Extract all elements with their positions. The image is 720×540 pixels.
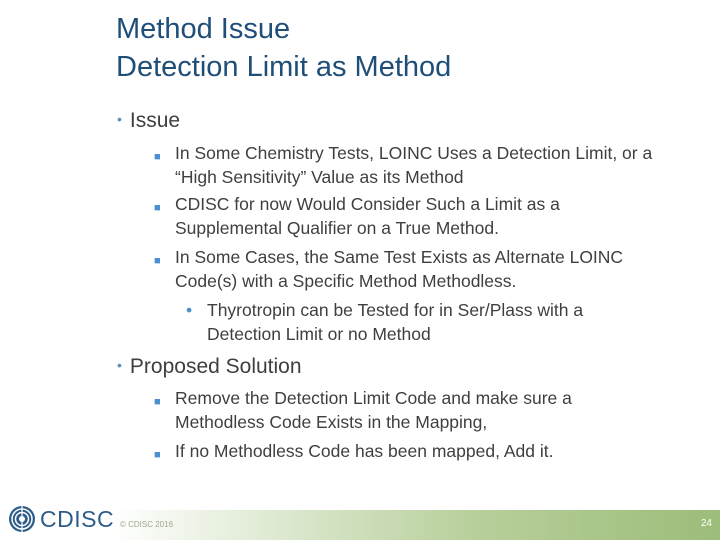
bullet-dot-icon: • [117, 111, 122, 127]
section-label: Issue [129, 109, 181, 132]
list-item [154, 439, 654, 463]
list-item-text: In Some Chemistry Tests, LOINC Uses a Detection Limit, or a “High Sensitivity” Value as its Method [175, 143, 653, 187]
sub-list-item-text: Thyrotropin can be Tested for in Ser/Plass with a Detection Limit or no Method [207, 300, 584, 344]
section-issue [117, 108, 180, 135]
footer-bar [112, 510, 720, 540]
bullet-dot-icon: • [186, 300, 193, 320]
square-bullet-icon: ■ [154, 396, 161, 408]
square-bullet-icon: ■ [154, 151, 161, 163]
page-number: 24 [700, 518, 712, 529]
list-item-text: In Some Cases, the Same Test Exists as Alternate LOINC Code(s) with a Specific Method Methodless. [175, 247, 624, 291]
title-line-1: Method Issue [116, 13, 291, 45]
title-line-2: Detection Limit as Method [116, 51, 452, 83]
list-item [154, 141, 654, 189]
list-item [154, 386, 654, 434]
square-bullet-icon: ■ [154, 255, 161, 267]
cdisc-logo [8, 502, 115, 536]
cdisc-globe-icon [8, 504, 36, 534]
list-item [154, 245, 654, 293]
section-label: Proposed Solution [129, 355, 302, 378]
section-proposed-solution [117, 354, 302, 381]
copyright: © CDISC 2016 [120, 520, 174, 529]
logo-text: CDISC [40, 506, 115, 532]
list-item [154, 192, 654, 240]
slide-title [116, 10, 451, 86]
square-bullet-icon: ■ [154, 202, 161, 214]
list-item-text: If no Methodless Code has been mapped, Add it. [175, 441, 554, 461]
square-bullet-icon: ■ [154, 449, 161, 461]
list-item-text: CDISC for now Would Consider Such a Limit as a Supplemental Qualifier on a True Method. [175, 194, 560, 238]
sub-list-item [186, 298, 656, 346]
list-item-text: Remove the Detection Limit Code and make sure a Methodless Code Exists in the Mapping, [175, 388, 572, 432]
bullet-dot-icon: • [117, 357, 122, 373]
